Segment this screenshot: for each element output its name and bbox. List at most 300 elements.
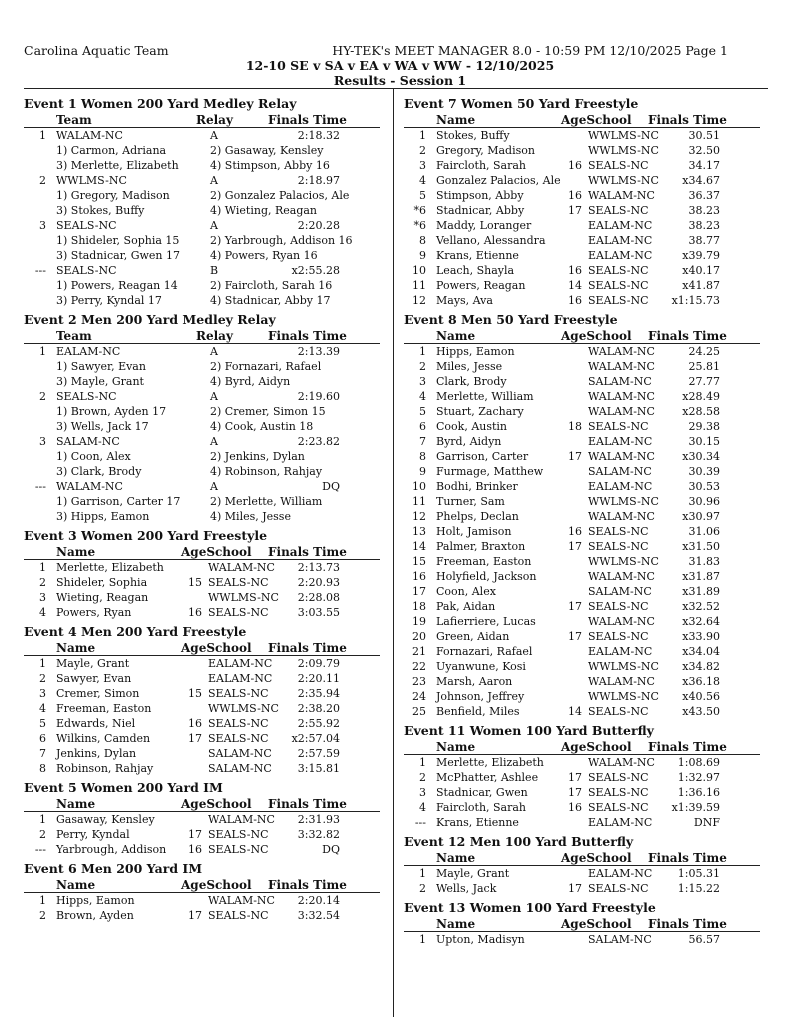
place: 1 — [39, 813, 46, 826]
place: 12 — [412, 294, 426, 307]
result-row — [404, 374, 764, 389]
column-headers — [24, 796, 380, 812]
result-row — [404, 659, 764, 674]
event-block — [404, 96, 764, 308]
place: --- — [414, 816, 426, 829]
result-row — [404, 584, 764, 599]
school: WALAM-NC — [588, 450, 655, 463]
result-row — [404, 644, 764, 659]
school: SEALS-NC — [588, 420, 649, 433]
finals-time: 27.77 — [688, 375, 720, 388]
school: WWLMS-NC — [588, 495, 659, 508]
result-row — [404, 389, 764, 404]
finals-time: x39.79 — [682, 249, 720, 262]
swimmer-name: Uyanwune, Kosi — [436, 660, 526, 673]
relay-swimmers — [24, 143, 384, 158]
relay-team: SEALS-NC — [56, 264, 117, 277]
header-finals-time: Finals Time — [648, 113, 727, 127]
event-title: Event 1 Women 200 Yard Medley Relay — [24, 96, 297, 111]
school: WALAM-NC — [588, 615, 655, 628]
finals-time: DQ — [322, 480, 340, 493]
place: 9 — [419, 465, 426, 478]
result-row — [404, 866, 764, 881]
result-row — [24, 731, 384, 746]
relay-swimmers — [24, 419, 384, 434]
finals-time: 1:15.22 — [677, 882, 720, 895]
event-title: Event 4 Men 200 Yard Freestyle — [24, 624, 247, 639]
column-headers — [404, 850, 760, 866]
header-finals-time: Finals Time — [268, 113, 347, 127]
school: SEALS-NC — [588, 525, 649, 538]
finals-time: 1:08.69 — [677, 756, 720, 769]
finals-time: x28.49 — [682, 390, 720, 403]
header-team: Team — [56, 329, 92, 343]
header-ageschool: AgeSchool — [561, 917, 632, 931]
place: *6 — [413, 219, 426, 232]
school: SEALS-NC — [588, 279, 649, 292]
result-row — [24, 827, 384, 842]
swimmer-name: Brown, Ayden — [56, 909, 134, 922]
header-relay: Relay — [196, 113, 233, 127]
result-row — [24, 590, 384, 605]
swimmer-name: Johnson, Jeffrey — [436, 690, 525, 703]
place: 1 — [419, 345, 426, 358]
swimmer-name: Stadnicar, Gwen — [436, 786, 528, 799]
swimmer-name: Holt, Jamison — [436, 525, 512, 538]
place: 19 — [412, 615, 426, 628]
relay-team: SEALS-NC — [56, 390, 117, 403]
school: WALAM-NC — [588, 405, 655, 418]
header-finals-time: Finals Time — [648, 329, 727, 343]
swimmer-name: Marsh, Aaron — [436, 675, 513, 688]
place: 1 — [419, 867, 426, 880]
school: SEALS-NC — [588, 159, 649, 172]
header-ageschool: AgeSchool — [181, 545, 252, 559]
relay-swimmer: 4) Miles, Jesse — [210, 510, 291, 523]
place: 11 — [412, 495, 426, 508]
finals-time: x41.87 — [682, 279, 720, 292]
relay-swimmer: 1) Garrison, Carter 17 — [56, 495, 181, 508]
result-row — [24, 893, 384, 908]
result-row — [24, 746, 384, 761]
school: SEALS-NC — [588, 600, 649, 613]
meet-title: 12-10 SE v SA v EA v WA v WW - 12/10/2025 — [245, 58, 555, 73]
school: SALAM-NC — [208, 747, 272, 760]
result-row — [404, 449, 764, 464]
header-ageschool: AgeSchool — [181, 641, 252, 655]
relay-swimmers — [24, 509, 384, 524]
relay-swimmer: 1) Gregory, Madison — [56, 189, 170, 202]
place: 21 — [412, 645, 426, 658]
place: 1 — [419, 933, 426, 946]
result-row — [404, 293, 764, 308]
school: SEALS-NC — [588, 294, 649, 307]
place: 5 — [419, 189, 426, 202]
event-title: Event 7 Women 50 Yard Freestyle — [404, 96, 639, 111]
school: WALAM-NC — [208, 561, 275, 574]
swimmer-name: Stimpson, Abby — [436, 189, 524, 202]
finals-time: 38.23 — [688, 204, 720, 217]
relay-swimmer: 2) Gonzalez Palacios, Ale — [210, 189, 350, 202]
header-ageschool: AgeSchool — [181, 797, 252, 811]
swimmer-name: Hipps, Eamon — [56, 894, 135, 907]
header-name: Name — [436, 740, 476, 754]
swimmer-name: Krans, Etienne — [436, 816, 519, 829]
result-row — [404, 263, 764, 278]
school: EALAM-NC — [588, 219, 653, 232]
school: SALAM-NC — [208, 762, 272, 775]
swimmer-name: Gonzalez Palacios, Ale — [436, 174, 561, 187]
school: SEALS-NC — [588, 771, 649, 784]
event-block — [24, 528, 384, 620]
relay-swimmer: 2) Fornazari, Rafael — [210, 360, 322, 373]
relay-swimmers — [24, 278, 384, 293]
school: SEALS-NC — [208, 717, 269, 730]
swimmer-name: Mayle, Grant — [56, 657, 130, 670]
finals-time: 3:32.54 — [297, 909, 340, 922]
finals-time: 2:20.93 — [297, 576, 340, 589]
relay-letter: A — [210, 480, 218, 493]
finals-time: 2:20.28 — [297, 219, 340, 232]
school: SALAM-NC — [588, 465, 652, 478]
relay-swimmer: 1) Sawyer, Evan — [56, 360, 146, 373]
school: SALAM-NC — [588, 585, 652, 598]
finals-time: x34.04 — [682, 645, 720, 658]
swimmer-name: Pak, Aidan — [436, 600, 496, 613]
finals-time: 2:13.73 — [297, 561, 340, 574]
column-headers — [24, 544, 380, 560]
relay-swimmer: 1) Shideler, Sophia 15 — [56, 234, 180, 247]
relay-swimmer: 2) Jenkins, Dylan — [210, 450, 305, 463]
relay-team: WALAM-NC — [56, 129, 123, 142]
event-title: Event 12 Men 100 Yard Butterfly — [404, 834, 634, 849]
school: SEALS-NC — [588, 786, 649, 799]
age: 18 — [568, 420, 582, 433]
swimmer-name: Wieting, Reagan — [56, 591, 149, 604]
relay-swimmer: 4) Robinson, Rahjay — [210, 465, 323, 478]
finals-time: x31.87 — [682, 570, 720, 583]
header-ageschool: AgeSchool — [561, 740, 632, 754]
swimmer-name: Stadnicar, Abby — [436, 204, 525, 217]
event-title: Event 3 Women 200 Yard Freestyle — [24, 528, 268, 543]
swimmer-name: Shideler, Sophia — [56, 576, 148, 589]
swimmer-name: Merlette, Elizabeth — [56, 561, 164, 574]
finals-time: 30.51 — [688, 129, 720, 142]
swimmer-name: Cremer, Simon — [56, 687, 140, 700]
finals-time: 34.17 — [688, 159, 720, 172]
finals-time: x28.58 — [682, 405, 720, 418]
place: 3 — [419, 786, 426, 799]
finals-time: x34.82 — [682, 660, 720, 673]
swimmer-name: Krans, Etienne — [436, 249, 519, 262]
school: SEALS-NC — [208, 576, 269, 589]
column-headers — [404, 328, 760, 344]
school: EALAM-NC — [588, 816, 653, 829]
header-finals-time: Finals Time — [648, 851, 727, 865]
school: SEALS-NC — [588, 540, 649, 553]
place: --- — [34, 480, 46, 493]
event-title: Event 2 Men 200 Yard Medley Relay — [24, 312, 276, 327]
header-team: Team — [56, 113, 92, 127]
place: 4 — [39, 606, 46, 619]
school: WALAM-NC — [588, 756, 655, 769]
age: 16 — [568, 159, 582, 172]
relay-swimmer: 2) Faircloth, Sarah 16 — [210, 279, 333, 292]
finals-time: 2:23.82 — [297, 435, 340, 448]
finals-time: x32.52 — [682, 600, 720, 613]
school: WWLMS-NC — [588, 174, 659, 187]
swimmer-name: Maddy, Loranger — [436, 219, 532, 232]
swimmer-name: Green, Aidan — [436, 630, 510, 643]
relay-swimmer: 1) Coon, Alex — [56, 450, 131, 463]
age: 16 — [568, 801, 582, 814]
swimmer-name: Clark, Brody — [436, 375, 507, 388]
header-name: Name — [56, 797, 96, 811]
result-row — [404, 359, 764, 374]
school: WWLMS-NC — [208, 702, 279, 715]
age: 17 — [188, 828, 202, 841]
finals-time: 2:28.08 — [297, 591, 340, 604]
finals-time: 3:15.81 — [297, 762, 340, 775]
place: 1 — [39, 345, 46, 358]
place: 22 — [412, 660, 426, 673]
result-row — [24, 842, 384, 857]
header-finals-time: Finals Time — [648, 917, 727, 931]
swimmer-name: Edwards, Niel — [56, 717, 136, 730]
place: 13 — [412, 525, 426, 538]
header-ageschool: AgeSchool — [181, 878, 252, 892]
header-finals-time: Finals Time — [648, 740, 727, 754]
result-row — [404, 689, 764, 704]
relay-swimmers — [24, 494, 384, 509]
age: 17 — [568, 600, 582, 613]
relay-letter: A — [210, 435, 218, 448]
relay-letter: B — [210, 264, 219, 277]
finals-time: 2:57.59 — [297, 747, 340, 760]
relay-letter: A — [210, 174, 218, 187]
result-row — [404, 629, 764, 644]
event-block — [404, 900, 764, 947]
relay-team: WWLMS-NC — [56, 174, 127, 187]
place: 2 — [419, 360, 426, 373]
school: SEALS-NC — [208, 732, 269, 745]
result-row — [24, 761, 384, 776]
school: WWLMS-NC — [208, 591, 279, 604]
finals-time: 1:05.31 — [677, 867, 720, 880]
place: 1 — [39, 657, 46, 670]
relay-letter: A — [210, 390, 218, 403]
place: 3 — [39, 591, 46, 604]
place: 3 — [39, 435, 46, 448]
header-finals-time: Finals Time — [268, 329, 347, 343]
finals-time: x32.64 — [682, 615, 720, 628]
relay-swimmer: 2) Cremer, Simon 15 — [210, 405, 326, 418]
school: EALAM-NC — [588, 234, 653, 247]
swimmer-name: Fornazari, Rafael — [436, 645, 533, 658]
result-row — [24, 434, 384, 449]
swimmer-name: Freeman, Easton — [436, 555, 532, 568]
column-divider — [393, 89, 394, 1017]
age: 17 — [568, 630, 582, 643]
result-row — [404, 770, 764, 785]
finals-time: 2:38.20 — [297, 702, 340, 715]
swimmer-name: Miles, Jesse — [436, 360, 503, 373]
place: 8 — [419, 234, 426, 247]
event-title: Event 6 Men 200 Yard IM — [24, 861, 203, 876]
column-headers — [24, 877, 380, 893]
place: 5 — [39, 717, 46, 730]
relay-swimmer: 4) Stadnicar, Abby 17 — [210, 294, 331, 307]
column-headers — [404, 112, 760, 128]
result-row — [404, 539, 764, 554]
finals-time: 38.77 — [688, 234, 720, 247]
swimmer-name: Benfield, Miles — [436, 705, 520, 718]
school: WALAM-NC — [588, 570, 655, 583]
result-row — [24, 218, 384, 233]
school: SEALS-NC — [208, 687, 269, 700]
school: EALAM-NC — [588, 435, 653, 448]
result-row — [404, 524, 764, 539]
result-row — [404, 143, 764, 158]
place: 6 — [419, 420, 426, 433]
finals-time: x1:39.59 — [671, 801, 720, 814]
result-row — [404, 464, 764, 479]
place: 1 — [39, 561, 46, 574]
place: 4 — [419, 390, 426, 403]
school: SEALS-NC — [588, 204, 649, 217]
swimmer-name: Furmage, Matthew — [436, 465, 544, 478]
finals-time: 2:35.94 — [297, 687, 340, 700]
result-row — [404, 674, 764, 689]
school: EALAM-NC — [588, 645, 653, 658]
finals-time: 3:32.82 — [297, 828, 340, 841]
header-name: Name — [56, 641, 96, 655]
result-row — [404, 173, 764, 188]
relay-swimmers — [24, 158, 384, 173]
result-row — [404, 158, 764, 173]
swimmer-name: Sawyer, Evan — [56, 672, 132, 685]
age: 17 — [568, 450, 582, 463]
relay-letter: A — [210, 345, 218, 358]
finals-time: 2:13.39 — [297, 345, 340, 358]
place: 10 — [412, 264, 426, 277]
header-finals-time: Finals Time — [268, 545, 347, 559]
relay-swimmer: 4) Cook, Austin 18 — [210, 420, 314, 433]
column-headers — [404, 916, 760, 932]
finals-time: 2:20.11 — [297, 672, 340, 685]
result-row — [24, 656, 384, 671]
school: WALAM-NC — [208, 813, 275, 826]
result-row — [404, 494, 764, 509]
event-block — [24, 624, 384, 776]
swimmer-name: Perry, Kyndal — [56, 828, 130, 841]
swimmer-name: Gasaway, Kensley — [56, 813, 155, 826]
place: 2 — [39, 828, 46, 841]
place: 8 — [419, 450, 426, 463]
place: 1 — [39, 894, 46, 907]
place: 14 — [412, 540, 426, 553]
swimmer-name: Robinson, Rahjay — [56, 762, 154, 775]
relay-swimmer: 2) Yarbrough, Addison 16 — [210, 234, 353, 247]
relay-team: EALAM-NC — [56, 345, 121, 358]
age: 16 — [188, 717, 202, 730]
header-finals-time: Finals Time — [268, 878, 347, 892]
relay-swimmer: 4) Stimpson, Abby 16 — [210, 159, 330, 172]
finals-time: 2:55.92 — [297, 717, 340, 730]
relay-swimmer: 2) Merlette, William — [210, 495, 323, 508]
finals-time: 31.06 — [688, 525, 720, 538]
finals-time: 2:19.60 — [297, 390, 340, 403]
swimmer-name: Stokes, Buffy — [436, 129, 510, 142]
event-block — [404, 834, 764, 896]
result-row — [404, 509, 764, 524]
relay-swimmer: 4) Powers, Ryan 16 — [210, 249, 318, 262]
relay-swimmer: 2) Gasaway, Kensley — [210, 144, 324, 157]
result-row — [404, 614, 764, 629]
finals-time: 30.53 — [688, 480, 720, 493]
event-block — [24, 312, 384, 524]
finals-time: x40.17 — [682, 264, 720, 277]
relay-swimmers — [24, 203, 384, 218]
finals-time: 38.23 — [688, 219, 720, 232]
finals-time: 1:32.97 — [677, 771, 720, 784]
school: SEALS-NC — [588, 801, 649, 814]
age: 17 — [568, 771, 582, 784]
software-info: HY-TEK's MEET MANAGER 8.0 - 10:59 PM 12/10/2025 Page 1 — [332, 43, 728, 58]
finals-time: 2:18.32 — [297, 129, 340, 142]
place: 5 — [419, 405, 426, 418]
relay-swimmer: 3) Stokes, Buffy — [56, 204, 145, 217]
result-row — [24, 605, 384, 620]
age: 16 — [188, 606, 202, 619]
event-block — [24, 96, 384, 308]
swimmer-name: Jenkins, Dylan — [56, 747, 137, 760]
event-title: Event 8 Men 50 Yard Freestyle — [404, 312, 618, 327]
relay-swimmer: 3) Perry, Kyndal 17 — [56, 294, 162, 307]
school: WALAM-NC — [588, 360, 655, 373]
place: 4 — [419, 174, 426, 187]
event-block — [404, 312, 764, 719]
age: 16 — [568, 294, 582, 307]
header-ageschool: AgeSchool — [561, 329, 632, 343]
school: SEALS-NC — [208, 909, 269, 922]
school: SEALS-NC — [588, 630, 649, 643]
place: 7 — [419, 435, 426, 448]
swimmer-name: Wilkins, Camden — [56, 732, 151, 745]
finals-time: 2:18.97 — [297, 174, 340, 187]
finals-time: x43.50 — [682, 705, 720, 718]
result-row — [404, 704, 764, 719]
swimmer-name: Upton, Madisyn — [436, 933, 525, 946]
place: 25 — [412, 705, 426, 718]
swimmer-name: Phelps, Declan — [436, 510, 519, 523]
swimmer-name: Wells, Jack — [436, 882, 497, 895]
place: 2 — [39, 672, 46, 685]
result-row — [404, 218, 764, 233]
age: 15 — [188, 687, 202, 700]
result-row — [24, 128, 384, 143]
result-row — [404, 785, 764, 800]
swimmer-name: Powers, Reagan — [436, 279, 526, 292]
age: 14 — [568, 279, 582, 292]
finals-time: 30.39 — [688, 465, 720, 478]
place: --- — [34, 264, 46, 277]
relay-letter: A — [210, 219, 218, 232]
place: 2 — [39, 909, 46, 922]
place: --- — [34, 843, 46, 856]
age: 17 — [568, 204, 582, 217]
result-row — [404, 479, 764, 494]
